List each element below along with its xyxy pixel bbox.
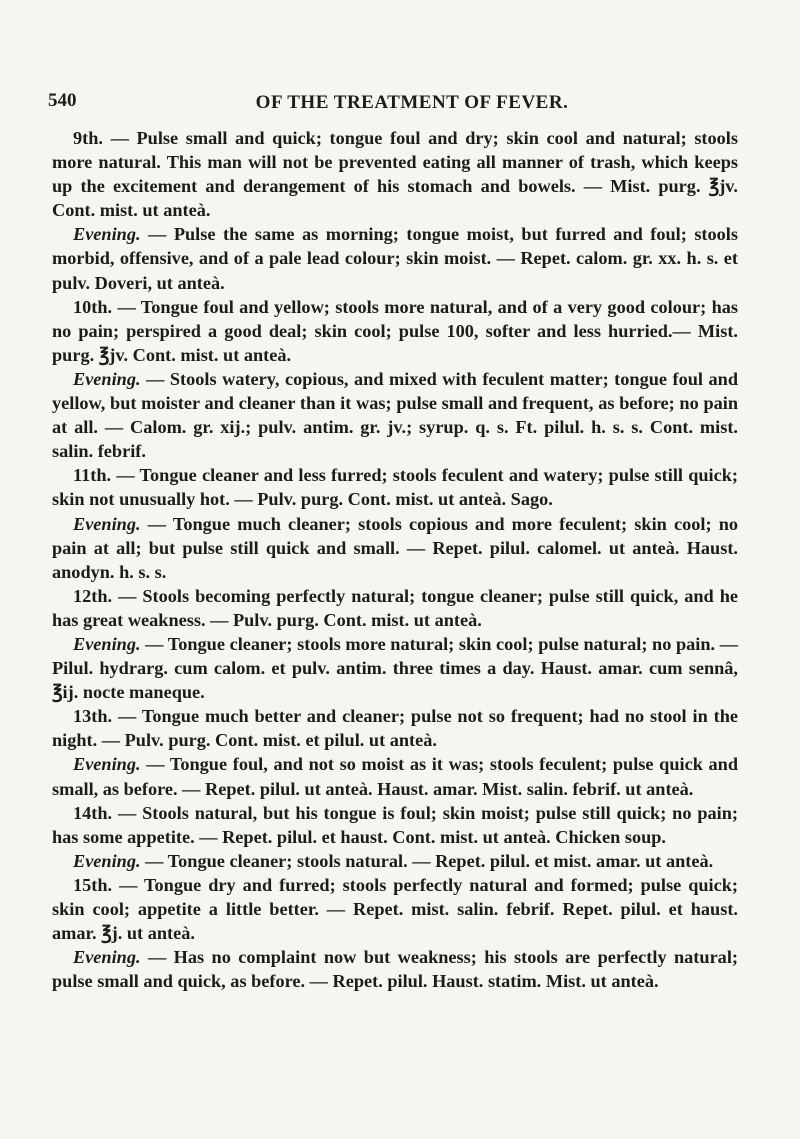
paragraph-lead: Evening. bbox=[73, 754, 141, 775]
paragraph-lead: Evening. bbox=[73, 947, 141, 968]
paragraph-text: — Stools watery, copious, and mixed with feculent matter; tongue foul and yellow, but moister and cleaner than it was; pulse small and frequent, as before; no pain at all. — Calom. gr. xij.; pulv. antim. gr. jv.; syrup. q. s. Ft. pilul. h. s. s. Cont. mist. salin. febrif. bbox=[52, 368, 738, 462]
paragraph-text: 13th. — Tongue much better and cleaner; pulse not so frequent; had no stool in the night. — Pulv. purg. Cont. mist. et pilul. ut anteà. bbox=[52, 706, 738, 751]
paragraph-text: — Tongue cleaner; stools more natural; skin cool; pulse natural; no pain. — Pilul. hydrarg. cum calom. et pulv. antim. three times a day. Haust. amar. cum sennâ, ℥ij. nocte maneque. bbox=[52, 633, 738, 703]
case-note-paragraph bbox=[52, 295, 738, 367]
paragraph-lead: Evening. bbox=[73, 633, 141, 654]
paragraph-text: — Has no complaint now but weakness; his stools are perfectly natural; pulse small and quick, as before. — Repet. pilul. Haust. statim. Mist. ut anteà. bbox=[52, 947, 738, 992]
page-header bbox=[48, 90, 736, 120]
paragraph-lead: Evening. bbox=[73, 513, 141, 534]
case-note-paragraph bbox=[52, 873, 738, 945]
paragraph-text: 14th. — Stools natural, but his tongue is foul; skin moist; pulse still quick; no pain; has some appetite. — Repet. pilul. et haust. Cont. mist. ut anteà. Chicken soup. bbox=[52, 802, 738, 847]
paragraph-text: 11th. — Tongue cleaner and less furred; stools feculent and watery; pulse still quick; skin not unusually hot. — Pulv. purg. Cont. mist. ut anteà. Sago. bbox=[52, 465, 738, 510]
case-note-paragraph bbox=[52, 512, 738, 584]
case-note-paragraph bbox=[52, 463, 738, 511]
case-note-paragraph bbox=[52, 945, 738, 993]
page-number: 540 bbox=[48, 90, 77, 111]
case-note-paragraph bbox=[52, 632, 738, 704]
case-note-paragraph bbox=[52, 367, 738, 463]
paragraph-lead: Evening. bbox=[73, 224, 141, 245]
running-head: OF THE TREATMENT OF FEVER. bbox=[255, 92, 569, 113]
paragraph-text: 9th. — Pulse small and quick; tongue foul and dry; skin cool and natural; stools more natural. This man will not be prevented eating all manner of trash, which keeps up the excitement and derangement of his stomach and bowels. — Mist. purg. ℥jv. Cont. mist. ut anteà. bbox=[52, 128, 738, 221]
case-note-paragraph bbox=[52, 704, 738, 752]
case-note-paragraph bbox=[52, 752, 738, 800]
case-note-paragraph bbox=[52, 584, 738, 632]
paragraph-lead: Evening. bbox=[73, 368, 141, 389]
case-note-paragraph bbox=[52, 222, 738, 294]
paragraph-lead: Evening. bbox=[73, 850, 141, 871]
case-note-paragraph bbox=[52, 849, 738, 873]
paragraph-text: 10th. — Tongue foul and yellow; stools more natural, and of a very good colour; has no pain; perspired a good deal; skin cool; pulse 100, softer and less hurried.— Mist. purg. ℥jv. Cont. mist. ut anteà. bbox=[52, 296, 738, 365]
paragraph-text: — Tongue much cleaner; stools copious and more feculent; skin cool; no pain at all; but pulse still quick and small. — Repet. pilul. calomel. ut anteà. Haust. anodyn. h. s. s. bbox=[52, 513, 738, 582]
case-note-paragraph bbox=[52, 126, 738, 222]
paragraph-text: 12th. — Stools becoming perfectly natural; tongue cleaner; pulse still quick, and he has great weakness. — Pulv. purg. Cont. mist. ut anteà. bbox=[52, 585, 738, 630]
case-notes-body bbox=[52, 126, 738, 993]
paragraph-text: — Tongue foul, and not so moist as it was; stools feculent; pulse quick and small, as before. — Repet. pilul. ut anteà. Haust. amar. Mist. salin. febrif. ut anteà. bbox=[52, 754, 738, 799]
paragraph-text: — Tongue cleaner; stools natural. — Repet. pilul. et mist. amar. ut anteà. bbox=[140, 850, 714, 871]
case-note-paragraph bbox=[52, 801, 738, 849]
paragraph-text: 15th. — Tongue dry and furred; stools perfectly natural and formed; pulse quick; skin cool; appetite a little better. — Repet. mist. salin. febrif. Repet. pilul. et haust. amar. ℥j. ut anteà. bbox=[52, 874, 738, 944]
paragraph-text: — Pulse the same as morning; tongue moist, but furred and foul; stools morbid, offensive, and of a pale lead colour; skin moist. — Repet. calom. gr. xx. h. s. et pulv. Doveri, ut anteà. bbox=[52, 224, 738, 293]
